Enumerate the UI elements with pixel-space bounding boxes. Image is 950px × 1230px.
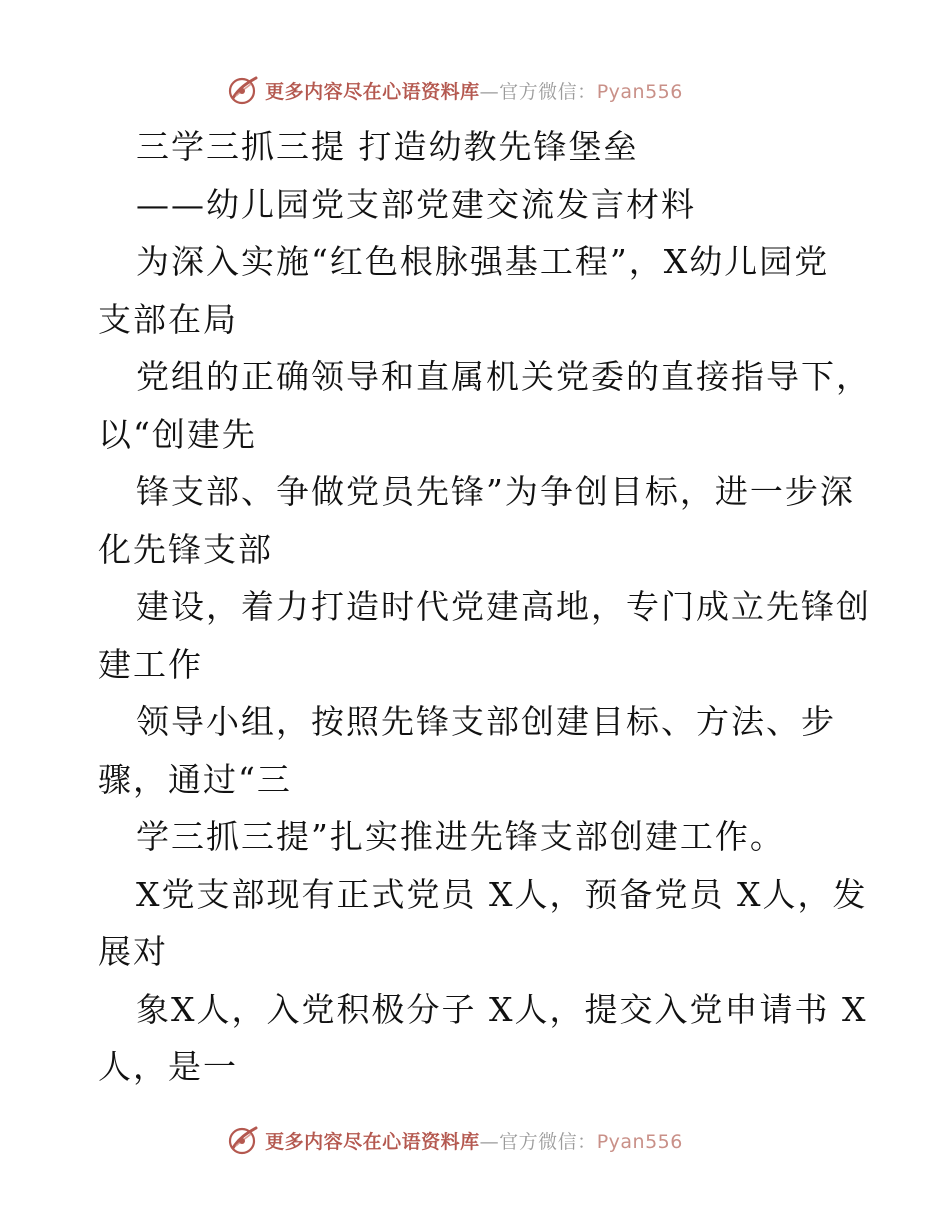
text-line: 锋支部、争做党员先锋”为争创目标，进一步深 (136, 472, 855, 511)
watermark-text (265, 77, 683, 104)
document-body (98, 118, 871, 1096)
text-line: 为深入实施“红色根脉强基工程”，X幼儿园党 (136, 242, 830, 281)
watermark-text (265, 1127, 683, 1154)
watermark-footer (0, 1120, 950, 1160)
text-line: X党支部现有正式党员 X人，预备党员 X人，发 (136, 874, 868, 914)
text-line: 党组的正确领导和直属机关党委的直接指导下， (136, 357, 871, 396)
document-title: 三学三抓三提 打造幼教先锋堡垒 (136, 127, 639, 166)
text-line: 象X人，入党积极分子 X人，提交入党申请书 X (136, 989, 868, 1029)
watermark-prefix: 更多内容尽在心语资料库 (265, 1130, 480, 1153)
watermark-account: Pyan556 (596, 1130, 683, 1153)
watermark-prefix: 更多内容尽在心语资料库 (265, 80, 480, 103)
text-line: 化先锋支部 (98, 529, 273, 569)
text-line: 支部在局 (98, 299, 238, 339)
document-subtitle: ——幼儿园党支部党建交流发言材料 (136, 184, 696, 224)
text-line: 建设，着力打造时代党建高地，专门成立先锋创 (136, 587, 871, 626)
watermark-middle: —官方微信： (479, 1130, 597, 1153)
text-line: 领导小组，按照先锋支部创建目标、方法、步 (136, 702, 836, 741)
text-line: 展对 (98, 932, 168, 971)
brush-logo-icon (227, 74, 259, 106)
watermark-header (0, 70, 950, 110)
text-line: 骤，通过“三 (98, 759, 292, 799)
brush-logo-icon (227, 1124, 259, 1156)
text-line: 学三抓三提”扎实推进先锋支部创建工作。 (136, 817, 785, 856)
watermark-account: Pyan556 (596, 80, 683, 103)
text-line: 以“创建先 (98, 414, 257, 454)
watermark-middle: —官方微信： (479, 80, 597, 103)
text-line: 人，是一 (98, 1047, 238, 1086)
text-line: 建工作 (98, 644, 203, 684)
